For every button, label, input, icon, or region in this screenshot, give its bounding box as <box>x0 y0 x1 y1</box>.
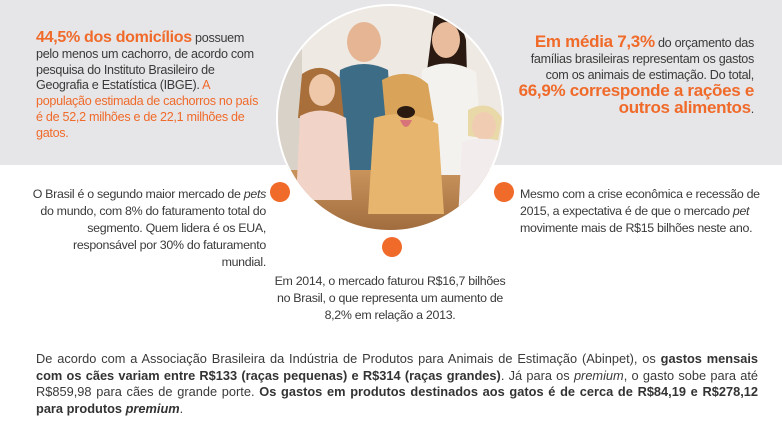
bullet-dot-left <box>270 182 290 202</box>
abinpet-paragraph <box>36 351 758 417</box>
para-text-end: . <box>179 400 184 416</box>
stat-orange-text: A população estimada de cachorros no país é de 52,2 milhões e de 22,1 milhões de gatos. <box>36 78 259 140</box>
stat-text-end: . <box>750 102 754 116</box>
family-with-dog-photo <box>262 0 518 256</box>
stat-family-budget <box>512 34 754 117</box>
para-text: . Já para os <box>500 367 574 383</box>
para-text: , o gasto sobe para até R$859,98 para cães de grande porte. <box>36 367 758 400</box>
fact-2014-revenue: Em 2014, o mercado faturou R$16,7 bilhões no Brasil, o que representa um aumento de 8,2% em relação a 2013. <box>274 274 506 322</box>
fact-text: O Brasil é o segundo maior mercado de <box>32 187 244 201</box>
stat-highlight: 44,5% dos domicílios <box>36 29 192 46</box>
stat-highlight: Em média 7,3% <box>534 32 655 51</box>
fact-text: Mesmo com a crise econômica e recessão de 2015, a expectativa é de que o mercado <box>520 187 760 218</box>
fact-expectation <box>520 186 760 237</box>
bullet-dot-center <box>382 237 402 257</box>
bullet-dot-right <box>494 182 514 202</box>
fact-italic: pets <box>243 187 266 201</box>
stat-text: do orçamento das famílias brasileiras representam os gastos com os animais de estimação. Do total, <box>530 36 754 82</box>
para-italic: premium <box>573 367 624 383</box>
stat-highlight-food: 66,9% corresponde a rações e outros alimentos <box>518 81 754 117</box>
para-bold-dogs: gastos mensais com os cães variam entre R$133 (raças pequenas) e R$314 (raças grandes) <box>36 351 758 383</box>
para-bold-italic: premium <box>125 400 180 416</box>
fact-text-end: movimente mais de R$15 bilhões neste ano. <box>520 221 753 235</box>
fact-text-end: do mundo, com 8% do faturamento total do segmento. Quem lidera é os EUA, responsável por 30% do faturamento mundial. <box>40 204 266 269</box>
para-bold-cats: Os gastos em produtos destinados aos gatos é de cerca de R$84,19 e R$278,12 para produtos <box>36 384 759 416</box>
fact-italic: pet <box>732 204 750 218</box>
stat-households-dogs <box>36 30 268 142</box>
stat-text: possuem pelo menos um cachorro, de acordo com pesquisa do Instituto Brasileiro de Geografia e Estatística (IBGE). <box>36 31 254 93</box>
fact-brazil-market <box>30 186 266 271</box>
para-text: De acordo com a Associação Brasileira da Indústria de Produtos para Animais de Estimação (Abinpet), os <box>36 351 661 366</box>
